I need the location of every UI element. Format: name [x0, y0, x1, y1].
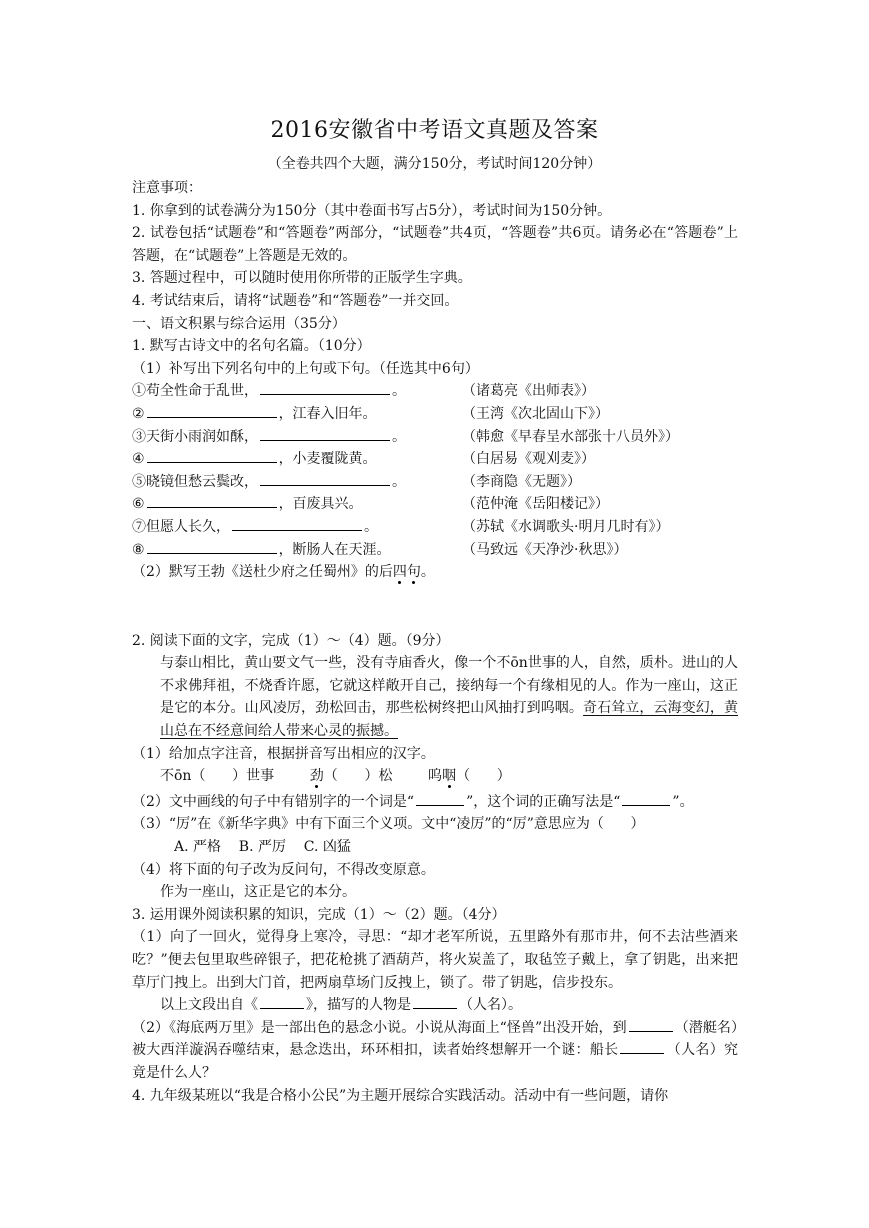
p2-text: （2）《海底两万里》是一部出色的悬念小说。小说从海面上“怪兽”出没开始，到 — [132, 1019, 627, 1036]
poem-text: ，江春入旧年。 — [278, 405, 377, 422]
sub2-text: （2）默写王勃《送杜少府之任蜀州》的后 — [132, 564, 393, 581]
poem-text: ①苟全性命于乱世， — [132, 383, 258, 400]
p2-text: （2）文中画线的句子中有错别字的一个词是“ — [132, 793, 415, 810]
question-2-p1-line — [132, 765, 738, 788]
poem-source: （诸葛亮《出师表》） — [462, 383, 595, 400]
poem-source: （白居易《观刈麦》） — [462, 451, 595, 468]
poem-text: 。 — [364, 518, 378, 535]
answer-blank[interactable] — [147, 493, 277, 508]
dotted-char: 句 — [406, 564, 421, 581]
question-2-stem: 2. 阅读下面的文字，完成（1）～（4）题。（9分） — [132, 632, 450, 649]
poem-line — [132, 403, 738, 426]
poem-line — [132, 539, 738, 562]
poem-line — [132, 380, 738, 403]
p1-text: （ ）松 呜 — [323, 768, 443, 785]
poem-text: ⑥ — [132, 496, 145, 513]
p2-text: （人名）究竟是什么人？ — [132, 1042, 739, 1081]
poem-source: （王湾《次北固山下》） — [462, 405, 609, 422]
poem-line — [132, 426, 738, 449]
answer-blank[interactable] — [147, 448, 277, 463]
answer-blank[interactable] — [260, 471, 390, 486]
notice-heading: 注意事项： — [132, 180, 202, 196]
answer-blank[interactable] — [147, 403, 277, 418]
poem-text: ⑦但愿人长久， — [132, 518, 230, 535]
passage-text: 与泰山相比，黄山要文气一些，没有寺庙香火，像一个不ōn世事的人，自然，质朴。进山的人不求佛拜祖，不烧香许愿，它就这样敞开自己，接纳每一个有缘相见的人。作为一座山，这正是它的本分。山风凌厉，劲松回击，那些松树终把山风抽打到呜咽。 — [160, 655, 738, 717]
answer-blank[interactable] — [232, 516, 362, 531]
poem-source: （苏轼《水调歌头·明月几时有》） — [462, 518, 670, 535]
p1-q-text: （人名）。 — [459, 997, 522, 1014]
notice-item: 3. 答题过程中，可以随时使用你所带的正版学生字典。 — [132, 270, 472, 287]
answer-blank[interactable] — [260, 994, 304, 1009]
answer-blank[interactable] — [416, 791, 464, 806]
p2-text: ”。 — [672, 793, 694, 810]
question-2-p4: （4）将下面的句子改为反问句，不得改变原意。 — [132, 861, 435, 878]
answer-space — [132, 584, 738, 630]
poem-line — [132, 448, 738, 471]
p1-text: （ ） — [456, 768, 511, 785]
poem-text: ，小麦覆陇黄。 — [278, 451, 377, 468]
p1-q-text: 》，描写的人物是 — [306, 997, 411, 1014]
poem-text: 。 — [392, 428, 406, 445]
answer-blank[interactable] — [629, 1017, 673, 1032]
poem-line — [132, 516, 738, 539]
answer-blank[interactable] — [622, 791, 670, 806]
p2-text: ”，这个词的正确写法是“ — [466, 793, 621, 810]
sub2-text: 。 — [420, 564, 435, 581]
answer-blank[interactable] — [620, 1039, 664, 1054]
poem-source: （范仲淹《岳阳楼记》） — [462, 496, 609, 513]
poem-text: ⑧ — [132, 541, 145, 558]
question-1-sub1: （1）补写出下列名句中的上句或下句。（任选其中6句） — [132, 360, 479, 377]
answer-blank[interactable] — [147, 539, 277, 554]
poem-source: （马致远《天净沙·秋思》） — [462, 541, 628, 558]
poem-line — [132, 493, 738, 516]
answer-blank[interactable] — [260, 380, 390, 395]
poem-line — [132, 471, 738, 494]
question-3-p1-question — [132, 994, 738, 1017]
p2-text: （潜艇名）被大西洋漩涡吞噬结束，悬念迭出，环环相扣，读者始终想解开一个谜：船长 — [132, 1019, 738, 1059]
question-2-p2 — [132, 791, 738, 814]
notice-item: 1. 你拿到的试卷满分为150分（其中卷面书写占5分），考试时间为150分钟。 — [132, 202, 612, 219]
answer-blank[interactable] — [413, 994, 457, 1009]
poem-text: ，百废具兴。 — [278, 496, 363, 513]
question-2-p1: （1）给加点字注音，根据拼音写出相应的汉字。 — [132, 745, 435, 762]
notice-item: 4. 考试结束后，请将“试题卷”和“答题卷”一并交回。 — [132, 292, 459, 309]
p1-q-text: 以上文段出自《 — [160, 997, 258, 1014]
poem-text: 。 — [392, 383, 406, 400]
page-subtitle: （全卷共四个大题，满分150分，考试时间120分钟） — [267, 156, 602, 172]
reading-passage — [132, 652, 738, 742]
poem-text: ③天街小雨润如酥， — [132, 428, 258, 445]
poem-source: （韩愈《早春呈水部张十八员外》） — [462, 428, 679, 445]
poem-text: ⑤晓镜但愁云鬓改， — [132, 473, 258, 490]
poem-text: ② — [132, 405, 145, 422]
passage-underlined: 奇石耸立，云海变幻，黄山总在不经意间给人带来心灵的振撼。 — [160, 700, 738, 740]
question-3-stem: 3. 运用课外阅读积累的知识，完成（1）～（2）题。（4分） — [132, 906, 506, 923]
answer-blank[interactable] — [260, 426, 390, 441]
section-heading: 一、语文积累与综合运用（35分） — [132, 315, 346, 332]
notice-item: 2. 试卷包括“试题卷”和“答题卷”两部分，“试题卷”共4页，“答题卷”共6页。请务必在“答题卷”上答题，在“试题卷”上答题是无效的。 — [132, 225, 738, 264]
question-2-p4-sentence: 作为一座山，这正是它的本分。 — [160, 884, 356, 901]
dotted-char: 四 — [392, 564, 407, 581]
question-3-p2 — [132, 1017, 738, 1085]
page-title: 2016安徽省中考语文真题及答案 — [270, 118, 599, 143]
dotted-char: 咽 — [442, 768, 457, 785]
dotted-char: 劲 — [309, 768, 324, 785]
p1-text: 不ōn（ ）世事 — [160, 768, 310, 785]
question-4-stem: 4. 九年级某班以“我是合格小公民”为主题开展综合实践活动。活动中有一些问题，请你 — [132, 1087, 669, 1104]
poem-text: ④ — [132, 451, 145, 468]
exam-body — [132, 177, 738, 1107]
question-1-stem: 1. 默写古诗文中的名句名篇。（10分） — [132, 338, 371, 355]
poem-text: ，断肠人在天涯。 — [278, 541, 391, 558]
question-3-p1: （1）向了一回火，觉得身上寒冷，寻思：“却才老军所说，五里路外有那市井，何不去沽些酒来吃？”便去包里取些碎银子，把花枪挑了酒葫芦，将火炭盖了，取毡笠子戴上，拿了钥匙，出来把草厅门拽上。出到大门首，把两扇草场门反拽上，锁了。带了钥匙，信步投东。 — [132, 929, 738, 991]
question-2-p3: （3）“厉”在《新华字典》中有下面三个义项。文中“凌厉”的“厉”意思应为（ ） — [132, 816, 645, 833]
question-1-sub2 — [132, 561, 738, 584]
poem-text: 。 — [392, 473, 406, 490]
question-2-p3-options: A. 严格 B. 严厉 C. 凶猛 — [174, 839, 351, 856]
poem-source: （李商隐《无题》） — [462, 473, 581, 490]
